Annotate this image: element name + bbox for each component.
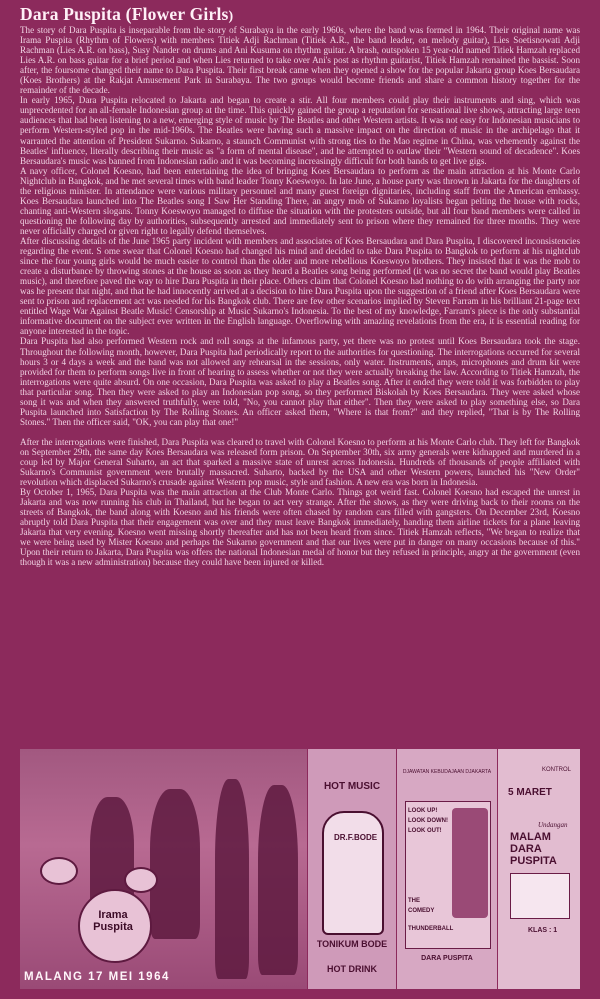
title-paren: ) (228, 9, 234, 24)
paragraph-6: After the interrogations were finished, Dara Puspita was cleared to travel with Colonel Koesno to perform at his Monte Carlo club. They left for Bangkok on September 29th, the same day Koes Bersaudara was released form prison. On September 30th, six army generals were kidnapped and murdered in a coup led by Major General Suharto, an act that sparked a massive state of unrest across Indonesia. Hundreds of thousands of people affiliated with Sukarno's Communist government were brutally massacred. Suharto, backed by the USA and other Western powers, launched his "New Order" revolution which displaced Sukarno's crusade against Western pop music, style and fashion. A new era was born in Indonesia. (20, 436, 580, 488)
flyer-header: DJAWATAN KEBUDAJAAN DJAKARTA (402, 769, 492, 775)
hot-music-ad (308, 749, 396, 989)
bottle-illustration (322, 811, 384, 935)
ticket-class: KLAS : 1 (528, 927, 558, 934)
page-title (20, 4, 580, 25)
ad-brand: DR.F.BODE (334, 833, 378, 842)
paragraph-7: By October 1, 1965, Dara Puspita was the main attraction at the Club Monte Carlo. Things got weird fast. Colonel Koesno had escaped the unrest in Jakarta and was now running his club in Thailand, but he began to act very strange. After the shows, as they were driving back to their rooms on the streets of Bangkok, the band along with Koesno and his friends were often chased by random cars filled with gangsters. On December 23rd, Koesno abruptly told Dara Puspita that their engagement was over and they must leave Bangkok immediately, handing them airline tickets for a plane leaving Jakarta that very evening. Koesno went missing shortly thereafter and has not been heard from since. Titiek Hamzah reflects, "We began to realize that we were being used by Mister Koesno and perhaps the Sukarno government and that our lives were put in danger on many occasions because of this." Upon their return to Jakarta, Dara Puspita was offers the national Indonesian medal of honor but they refused in principle, angry at the government (even though it was a new administration) because they could have been injured or killed. (20, 487, 580, 568)
paragraph-3: A navy officer, Colonel Koesno, had been entertaining the idea of bringing Koes Bersaudara to perform as the main attraction at his Monte Carlo Nightclub in Bangkok, and he met several times with band leader Tonny Koeswoyo. In late June, a house party was thrown in Jakarta for the daughters of the religious minister. In attendance were various military personnel and many guest foreign dignitaries, including staff from the American embassy. Koes Bersaudara launched into The Beatles song I Saw Her Standing There, an angry mob of Sukarno loyalists began pelting the house with rocks, chanting anti-Western slogans. Tonny Koeswoyo managed to diffuse the situation with the protesters outside, but all four band members were called in questioning the following day by authorities, subsequently arrested and immediately sent to prison where they remained for three months. They were never officially charged or given right to legally defend themselves. (20, 165, 580, 236)
flyer-line: THUNDERBALL (408, 926, 454, 932)
ad-tagline: HOT DRINK (327, 964, 377, 974)
ticket-subtitle: Undangan (538, 821, 568, 829)
paragraph-1: The story of Dara Puspita is inseparable from the story of Surabaya in the early 1960s, where the band was formed in 1964. Their original name was Irama Puspita (Rhythm of Flowers) with members Titiek Adji Rachman (Titiek A.R., the band leader, on melody guitar), Lies Soetisnowati Adji Rachman (Lies A.R. on bass), Susy Nander on drums and Ani Kusuma on rhythm guitar. A brash, outspoken 15 year-old named Titiek Hamzah replaced Lies A.R. on bass guitar for a brief period and when Lies returned to take over Ani's post as rhythm guitarist, Titiek Hamzah remained the bassist. Soon after, the foursome changed their name to Dara Puspita. Their first break came when they opened a show for the popular Jakarta group Koes Bersaudara (Koes Brothers) at the Rakjat Amusement Park in Surabaya. The two groups would become friends and share a common history together for the remainder of the decade. (20, 25, 580, 96)
paragraph-5: Dara Puspita had also performed Western rock and roll songs at the infamous party, yet there was no protest until Koes Bersaudara took the stage. Throughout the following month, however, Dara Puspita had periodically report to the authorities for questioning. The interrogations occurred for several hours 3 or 4 days a week and the band was not allowed any rehearsal in the sessions, only water. Instruments, amps, microphones and drum kit were provided for them to perform songs live in front of hearing to assess whether or not they were actually breaking the law. According to Titiek Hamzah, the interrogations were quite absurd. On one occasion, Dara Puspita was asked to play a Beatles song. After it ended they were told it was forbidden to play that particular song. Then they were asked to play an Indonesian pop song, so they performed Biskolah by Koes Bersaudara. They were asked whose song it was and when they answered truthfully, were told, "No, you cannot play that either". Then they were asked to play something else, so Dara Puspita launched into Satisfaction by The Rolling Stones. An officer asked them, "Where is that from?" and they replied, "That is by The Rolling Stones." Then the officer said, "OK, you can play that one!" (20, 336, 580, 427)
photo-caption: MALANG 17 MEI 1964 (24, 971, 170, 983)
flyer-artwork (452, 808, 488, 918)
flyer-line: LOOK UP! (408, 808, 438, 814)
article-body (20, 25, 580, 741)
paragraph-4: After discussing details of the June 1965 party incident with members and associates of Koes Bersaudara and Dara Puspita, I discovered inconsistencies regarding the event. S ome swear that Colonel Koesno had changed his mind and decided to take Dara Puspita to Bangkok to perform at his nightclub since the four young girls would be much easier to control than the older and more rebellious Koeswoyo brothers. They insisted that it was the mob to create a disturbance by throwing stones at the house as soon as they heard a Beatles song being performed (it was no secret the band would play Beatles music), and therefore paved the way to hire Dara Puspita in their place. Others claim that Colonel Koesno had nothing to do with arranging the party nor was he present that night, and that he had innocently arrived at a decision to hire Dara Puspita upon the suggestion of a friend after Koes Bersaudara were sent to prison and replacement act was needed for his Bangkok club. There are few other scenarios implied by Steven Farram in his brilliant 21-page text entitled Wage War Against Beatle Music! Censorship at Music Sukarno's Indonesia. To the best of my knowledge, Farram's piece is the only substantial informative document on the subject ever written in the English language. Overflowing with amazing revelations from the era, it is essential reading for anyone interested in the topic. (20, 235, 580, 337)
flyer-footer: DARA PUSPITA (421, 955, 473, 962)
paragraph-2: In early 1965, Dara Puspita relocated to Jakarta and began to create a stir. All four members could play their instruments and sing, which was unprecedented for an all-female Indonesian group at the time. This quickly gained the group a reputation for sensational live shows, attracting large teen audiences that had been listening to a new, emerging style of music by The Beatles and other Western artists. It was not easy for Indonesian musicians to perform Western-styled pop in the mid-1960s. The Beatles were having such a massive impact on the direction of music in the archipelago that it warranted the attention of President Sukarno. Sukarno, a staunch Communist with strong ties to the Mao regime in China, was vehemently against the Beatles' influence, literally describing their music as "a form of mental disease", and he attempted to outlaw their "Western sound of decadence". Koes Bersaudara's music was banned from Indonesian radio and it was becoming increasingly difficult for both bands to get live gigs. (20, 95, 580, 166)
ad-product: TONIKUM BODE (316, 939, 388, 949)
band-photo (20, 749, 307, 989)
tom-drum (40, 857, 78, 885)
ticket-date: 5 MARET (508, 787, 552, 798)
concert-flyer (397, 749, 497, 989)
flyer-line: THE (408, 898, 420, 904)
ticket-control: KONTROL (542, 767, 572, 773)
flyer-panel (405, 801, 491, 949)
band-member-silhouette (215, 779, 249, 979)
flyer-line: LOOK DOWN! (408, 818, 448, 824)
drum-label: Irama Puspita (93, 909, 133, 933)
ticket-photo (510, 873, 570, 919)
tom-drum (124, 867, 158, 893)
ticket-event-name: MALAM DARA PUSPITA (510, 831, 557, 867)
band-member-silhouette (258, 785, 298, 975)
image-collage (20, 749, 580, 989)
invitation-ticket (498, 749, 580, 989)
page-header (20, 4, 580, 25)
flyer-line: LOOK OUT! (408, 828, 442, 834)
ad-heading: HOT MUSIC (323, 781, 381, 792)
title-main: Dara Puspita (Flower Girls (20, 4, 229, 24)
flyer-line: COMEDY (408, 908, 435, 914)
band-member-silhouette (150, 789, 200, 939)
